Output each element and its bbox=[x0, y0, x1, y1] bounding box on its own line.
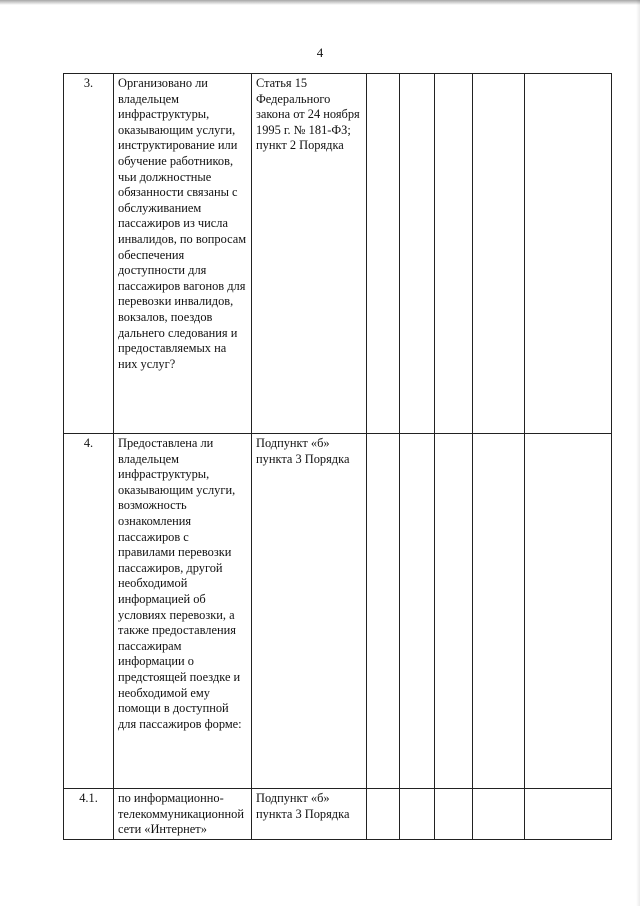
answer-cell-yes bbox=[367, 789, 400, 840]
answer-cell-na bbox=[435, 789, 473, 840]
answer-cell-extra bbox=[473, 789, 525, 840]
answer-cell-no bbox=[400, 789, 435, 840]
row-number: 3. bbox=[64, 74, 114, 434]
answer-cell-na bbox=[435, 74, 473, 434]
row-number: 4. bbox=[64, 434, 114, 789]
answer-cell-na bbox=[435, 434, 473, 789]
answer-cell-no bbox=[400, 74, 435, 434]
notes-cell bbox=[525, 434, 612, 789]
answer-cell-no bbox=[400, 434, 435, 789]
legal-reference: Статья 15 Федерального закона от 24 ноября 1995 г. № 181-ФЗ; пункт 2 Порядка bbox=[252, 74, 367, 434]
notes-cell bbox=[525, 74, 612, 434]
table-row bbox=[64, 789, 612, 840]
answer-cell-yes bbox=[367, 74, 400, 434]
question-text: Предоставлена ли владельцем инфраструктуры, оказывающим услуги, возможность ознакомления пассажиров с правилами перевозки пассажиров, другой необходимой информацией об условиях перевозки, а также предоставления пассажирам информации о предстоящей поездке и необходимой ему помощи в доступной для пассажиров форме: bbox=[114, 434, 252, 789]
checklist-table bbox=[63, 73, 612, 840]
page-number: 4 bbox=[316, 45, 324, 60]
answer-cell-yes bbox=[367, 434, 400, 789]
legal-reference: Подпункт «б» пункта 3 Порядка bbox=[252, 789, 367, 840]
table-row bbox=[64, 74, 612, 434]
notes-cell bbox=[525, 789, 612, 840]
table-row bbox=[64, 434, 612, 789]
answer-cell-extra bbox=[473, 434, 525, 789]
row-number: 4.1. bbox=[64, 789, 114, 840]
legal-reference: Подпункт «б» пункта 3 Порядка bbox=[252, 434, 367, 789]
question-text: Организовано ли владельцем инфраструктуры, оказывающим услуги, инструктирование или обучение работников, чьи должностные обязанности связаны с обслуживанием пассажиров из числа инвалидов, по вопросам обеспечения доступности для пассажиров вагонов для перевозки инвалидов, вокзалов, поездов дальнего следования и предоставляемых на них услуг? bbox=[114, 74, 252, 434]
scan-right-edge bbox=[636, 0, 640, 906]
question-text: по информационно-телекоммуникационной сети «Интернет» bbox=[114, 789, 252, 840]
scan-top-edge bbox=[0, 0, 640, 5]
answer-cell-extra bbox=[473, 74, 525, 434]
